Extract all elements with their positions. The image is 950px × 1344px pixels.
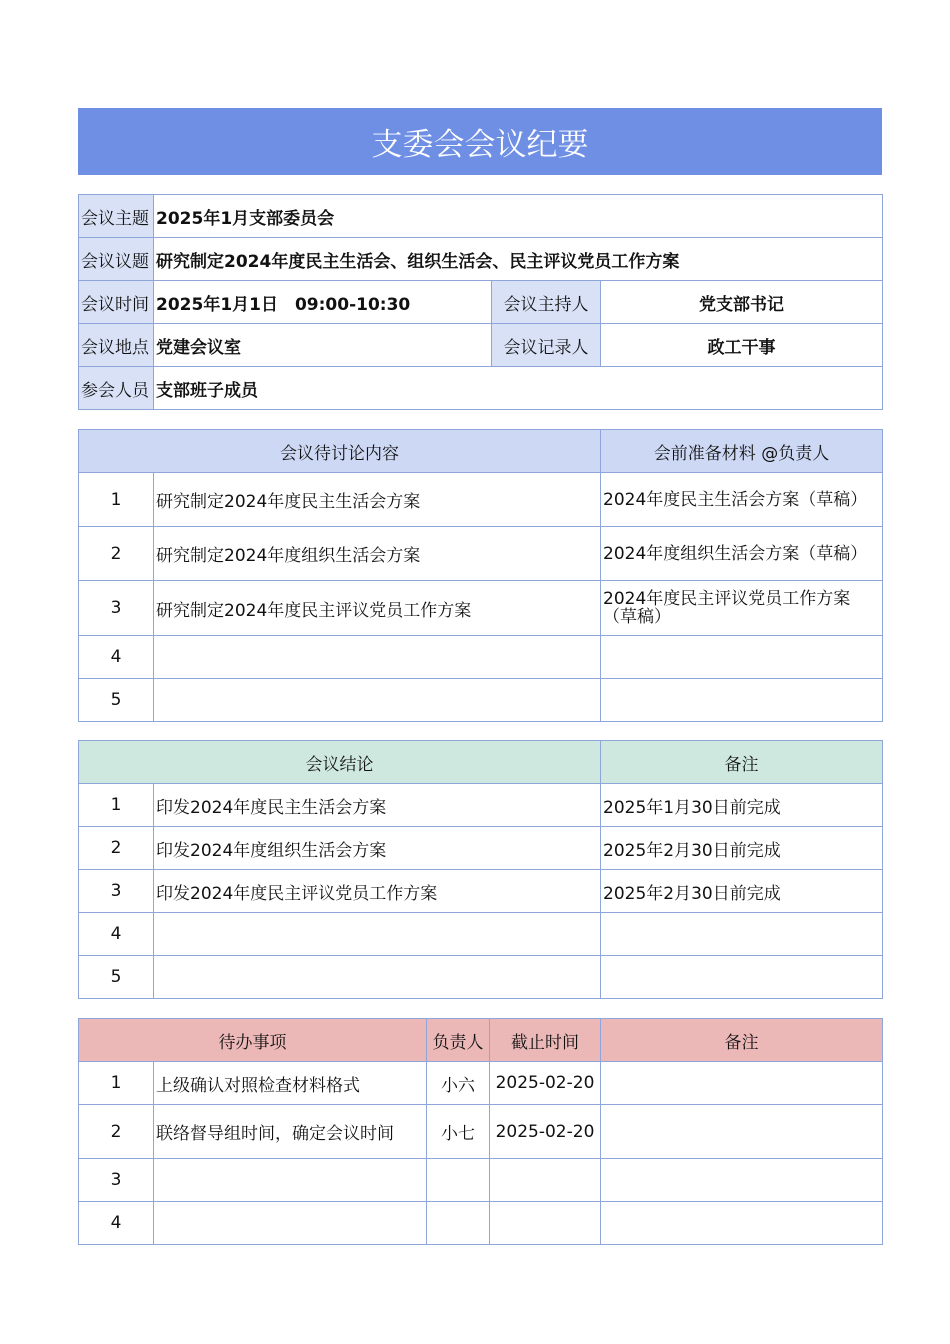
subject-label: 会议主题 [79,195,154,238]
row-number: 3 [79,1159,154,1202]
page-title: 支委会会议纪要 [78,108,882,175]
conclusion-header-content: 会议结论 [79,741,601,784]
subject-value: 2025年1月支部委员会 [154,195,883,238]
table-row [79,913,883,956]
row-number: 1 [79,1062,154,1105]
todo-deadline [490,1202,601,1245]
todo-owner [427,1159,490,1202]
discussion-header-row [79,430,883,473]
recorder-label: 会议记录人 [492,324,601,367]
conclusion-header-note: 备注 [601,741,883,784]
table-row [79,1105,883,1159]
row-number: 5 [79,956,154,999]
table-row [79,636,883,679]
conclusion-content [154,913,601,956]
row-number: 4 [79,1202,154,1245]
conclusion-header-row [79,741,883,784]
row-number: 3 [79,581,154,636]
info-row-subject [79,195,883,238]
todo-deadline: 2025-02-20 [490,1105,601,1159]
table-row [79,527,883,581]
discussion-header-content: 会议待讨论内容 [79,430,601,473]
recorder-value: 政工干事 [601,324,883,367]
attendees-label: 参会人员 [79,367,154,410]
conclusion-content: 印发2024年度民主评议党员工作方案 [154,870,601,913]
conclusion-content [154,956,601,999]
discussion-content [154,636,601,679]
todo-header-deadline: 截止时间 [490,1019,601,1062]
conclusion-content: 印发2024年度组织生活会方案 [154,827,601,870]
row-number: 1 [79,784,154,827]
table-row [79,784,883,827]
host-value: 党支部书记 [601,281,883,324]
todo-table [78,1018,883,1245]
todo-owner: 小六 [427,1062,490,1105]
host-label: 会议主持人 [492,281,601,324]
discussion-content: 研究制定2024年度组织生活会方案 [154,527,601,581]
row-number: 1 [79,473,154,527]
row-number: 2 [79,827,154,870]
discussion-content: 研究制定2024年度民主评议党员工作方案 [154,581,601,636]
conclusion-note: 2025年1月30日前完成 [601,784,883,827]
todo-note [601,1062,883,1105]
conclusion-note [601,913,883,956]
row-number: 4 [79,913,154,956]
table-row [79,956,883,999]
discussion-table [78,429,883,722]
todo-item: 联络督导组时间，确定会议时间 [154,1105,427,1159]
todo-header-owner: 负责人 [427,1019,490,1062]
time-label: 会议时间 [79,281,154,324]
conclusion-content: 印发2024年度民主生活会方案 [154,784,601,827]
info-row-location [79,324,883,367]
info-row-time [79,281,883,324]
discussion-header-material: 会前准备材料 @负责人 [601,430,883,473]
todo-header-note: 备注 [601,1019,883,1062]
table-row [79,581,883,636]
row-number: 2 [79,1105,154,1159]
table-row [79,473,883,527]
discussion-material [601,636,883,679]
discussion-content [154,679,601,722]
discussion-material: 2024年度民主生活会方案（草稿） [601,473,883,527]
todo-note [601,1159,883,1202]
discussion-content: 研究制定2024年度民主生活会方案 [154,473,601,527]
time-value: 2025年1月1日 09:00-10:30 [154,281,492,324]
todo-owner [427,1202,490,1245]
table-row [79,679,883,722]
conclusion-note: 2025年2月30日前完成 [601,827,883,870]
todo-item [154,1202,427,1245]
todo-deadline: 2025-02-20 [490,1062,601,1105]
todo-deadline [490,1159,601,1202]
topic-value: 研究制定2024年度民主生活会、组织生活会、民主评议党员工作方案 [154,238,883,281]
todo-item: 上级确认对照检查材料格式 [154,1062,427,1105]
info-row-attendees [79,367,883,410]
location-label: 会议地点 [79,324,154,367]
todo-note [601,1202,883,1245]
meeting-info-table [78,194,883,410]
table-row [79,1159,883,1202]
todo-item [154,1159,427,1202]
attendees-value: 支部班子成员 [154,367,883,410]
todo-header-item: 待办事项 [79,1019,427,1062]
info-row-topic [79,238,883,281]
discussion-material: 2024年度民主评议党员工作方案（草稿） [601,581,883,636]
conclusion-note [601,956,883,999]
discussion-material: 2024年度组织生活会方案（草稿） [601,527,883,581]
conclusion-note: 2025年2月30日前完成 [601,870,883,913]
table-row [79,827,883,870]
topic-label: 会议议题 [79,238,154,281]
row-number: 2 [79,527,154,581]
table-row [79,1202,883,1245]
discussion-material [601,679,883,722]
todo-header-row [79,1019,883,1062]
table-row [79,1062,883,1105]
todo-note [601,1105,883,1159]
row-number: 3 [79,870,154,913]
row-number: 4 [79,636,154,679]
location-value: 党建会议室 [154,324,492,367]
table-row [79,870,883,913]
row-number: 5 [79,679,154,722]
conclusion-table [78,740,883,999]
todo-owner: 小七 [427,1105,490,1159]
